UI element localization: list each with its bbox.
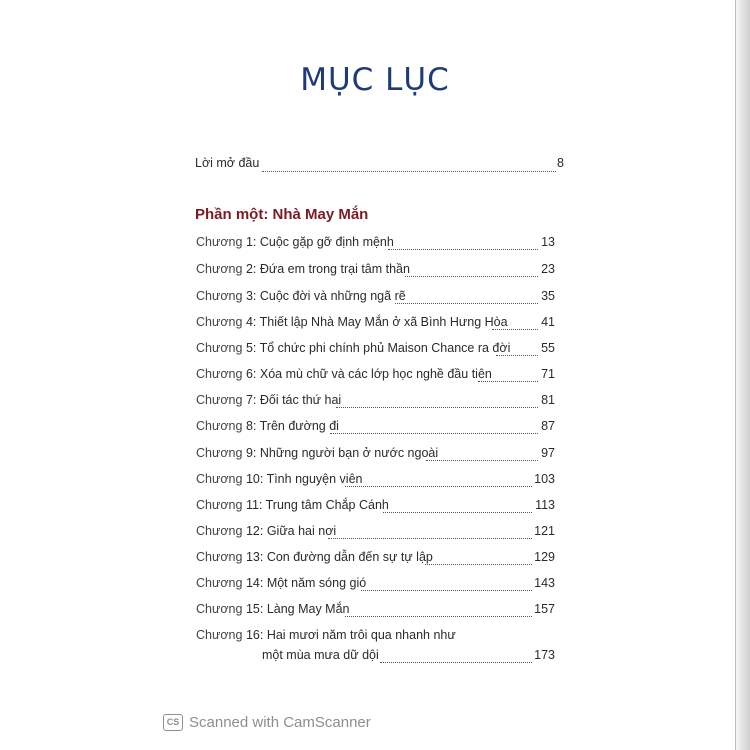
toc-entry-chapter-9: [0, 446, 750, 468]
chapter-number: 9:: [245, 446, 257, 460]
dot-leader: [383, 512, 532, 513]
chapter-title: Đối tác thứ hai: [259, 393, 342, 407]
dot-leader: [345, 616, 532, 617]
toc-entry-page: 97: [541, 446, 555, 460]
chapter-prefix: Chương: [196, 235, 243, 249]
dot-leader: [496, 355, 538, 356]
chapter-number: 10:: [245, 472, 264, 486]
chapter-prefix: Chương: [196, 367, 243, 381]
toc-entry-chapter-11: [0, 498, 750, 520]
chapter-number: 4:: [245, 315, 257, 329]
toc-entry-chapter-10: [0, 472, 750, 494]
chapter-number: 2:: [245, 262, 257, 276]
toc-entry-page: 23: [541, 262, 555, 276]
chapter-title: Hai mươi năm trôi qua nhanh như: [266, 628, 456, 642]
chapter-prefix: Chương: [196, 446, 243, 460]
toc-entry-chapter-3: [0, 289, 750, 311]
chapter-title: Giữa hai nơi: [266, 524, 337, 538]
dot-leader: [262, 171, 556, 172]
dot-leader: [492, 329, 538, 330]
dot-leader: [330, 433, 538, 434]
chapter-title: Cuộc đời và những ngã rẽ: [259, 289, 406, 303]
toc-entry-page: 157: [534, 602, 555, 616]
watermark-text: Scanned with CamScanner: [189, 714, 371, 731]
chapter-number: 11:: [245, 498, 263, 512]
chapter-title: Thiết lập Nhà May Mắn ở xã Bình Hưng Hòa: [259, 315, 508, 329]
toc-entry-page: 41: [541, 315, 555, 329]
toc-entry-page: 129: [534, 550, 555, 564]
chapter-prefix: Chương: [196, 315, 243, 329]
chapter-title: Một năm sóng gió: [266, 576, 367, 590]
chapter-number: 15:: [245, 602, 264, 616]
chapter-number: 12:: [245, 524, 264, 538]
toc-entry-chapter-12: [0, 524, 750, 546]
camscanner-watermark: [163, 714, 371, 731]
toc-entry-page: 87: [541, 419, 555, 433]
toc-entry-page: 35: [541, 289, 555, 303]
toc-entry-chapter-16-continued: [0, 648, 750, 670]
toc-entry-page: 55: [541, 341, 555, 355]
toc-entry-chapter-8: [0, 419, 750, 441]
toc-entry-page: 71: [541, 367, 555, 381]
chapter-number: 8:: [245, 419, 257, 433]
toc-entry-page: 103: [534, 472, 555, 486]
chapter-number: 5:: [245, 341, 257, 355]
chapter-title: Những người bạn ở nước ngoài: [259, 446, 439, 460]
chapter-title: Xóa mù chữ và các lớp học nghề đầu tiên: [259, 367, 492, 381]
chapter-title-line2: một mùa mưa dữ dội: [262, 648, 379, 662]
chapter-number: 6:: [245, 367, 257, 381]
chapter-prefix: Chương: [196, 628, 243, 642]
chapter-prefix: Chương: [196, 550, 243, 564]
chapter-prefix: Chương: [196, 472, 243, 486]
chapter-title: Trung tâm Chắp Cánh: [265, 498, 389, 512]
part-heading: Phần một: Nhà May Mắn: [195, 206, 369, 223]
chapter-number: 16:: [245, 628, 264, 642]
chapter-prefix: Chương: [196, 524, 243, 538]
chapter-prefix: Chương: [196, 262, 243, 276]
chapter-number: 1:: [245, 235, 257, 249]
chapter-title: Tình nguyện viên: [266, 472, 363, 486]
toc-entry-chapter-15: [0, 602, 750, 624]
chapter-prefix: Chương: [196, 289, 243, 303]
chapter-number: 13:: [245, 550, 264, 564]
chapter-prefix: Chương: [196, 393, 243, 407]
chapter-prefix: Chương: [196, 576, 243, 590]
toc-entry-page: 173: [534, 648, 555, 662]
chapter-prefix: Chương: [196, 498, 243, 512]
dot-leader: [388, 249, 538, 250]
dot-leader: [336, 407, 538, 408]
toc-entry-label: Lời mở đầu: [195, 156, 260, 170]
chapter-prefix: Chương: [196, 419, 243, 433]
chapter-title: Con đường dẫn đến sự tự lập: [266, 550, 433, 564]
chapter-number: 3:: [245, 289, 257, 303]
toc-entry-chapter-7: [0, 393, 750, 415]
toc-entry-chapter-4: [0, 315, 750, 337]
toc-entry-chapter-16: [0, 628, 750, 650]
chapter-title: Làng May Mắn: [266, 602, 350, 616]
chapter-title: Trên đường đi: [259, 419, 339, 433]
toc-entry-page: 13: [541, 235, 555, 249]
toc-entry-chapter-2: [0, 262, 750, 284]
toc-entry-page: 113: [535, 498, 555, 512]
dot-leader: [405, 276, 538, 277]
dot-leader: [425, 564, 532, 565]
chapter-prefix: Chương: [196, 341, 243, 355]
chapter-title: Tổ chức phi chính phủ Maison Chance ra đời: [259, 341, 511, 355]
toc-entry-chapter-6: [0, 367, 750, 389]
toc-entry-page: 81: [541, 393, 555, 407]
chapter-title: Cuộc gặp gỡ định mệnh: [259, 235, 394, 249]
dot-leader: [380, 662, 532, 663]
toc-entry-page: 121: [534, 524, 555, 538]
dot-leader: [395, 303, 538, 304]
toc-entry-chapter-13: [0, 550, 750, 572]
toc-entry-page: 143: [534, 576, 555, 590]
chapter-prefix: Chương: [196, 602, 243, 616]
toc-entry-chapter-14: [0, 576, 750, 598]
toc-entry-preface: [0, 156, 750, 178]
camscanner-logo-icon: CS: [163, 714, 183, 731]
chapter-number: 14:: [245, 576, 264, 590]
chapter-title: Đứa em trong trại tâm thần: [259, 262, 410, 276]
dot-leader: [345, 486, 532, 487]
dot-leader: [426, 460, 538, 461]
chapter-number: 7:: [245, 393, 257, 407]
toc-entry-page: 8: [557, 156, 564, 170]
toc-entry-chapter-1: [0, 235, 750, 257]
page-title: MỤC LỤC: [300, 62, 450, 98]
dot-leader: [478, 381, 538, 382]
toc-entry-chapter-5: [0, 341, 750, 363]
dot-leader: [361, 590, 532, 591]
dot-leader: [328, 538, 532, 539]
